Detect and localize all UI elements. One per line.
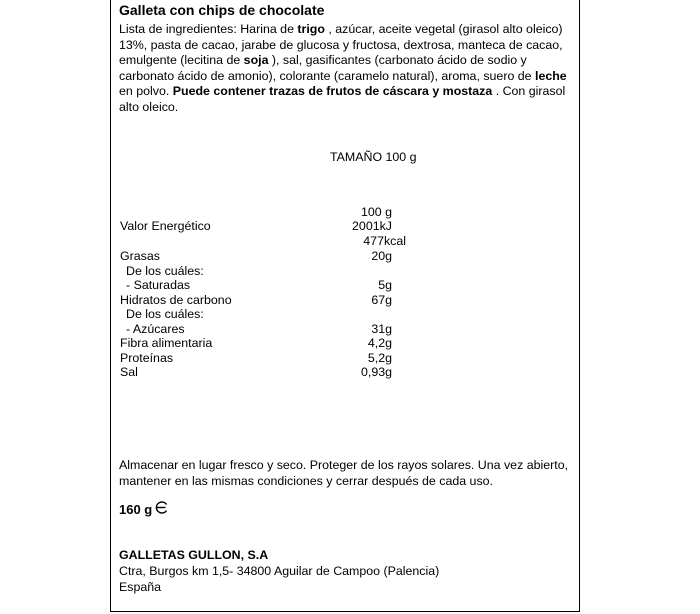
net-weight: [119, 501, 168, 517]
allergen-text: trigo: [297, 22, 325, 36]
column-header: 100 g: [360, 205, 392, 219]
net-weight-value: 160 g: [119, 501, 153, 517]
nutrient-value: 4,2g: [367, 336, 392, 350]
ingredient-text: en polvo.: [119, 84, 173, 99]
nutrient-label: Grasas: [120, 249, 160, 263]
ingredient-text: , azúcar, aceite vegetal (girasol alto oleico) 13%, pasta de cacao, jarabe de glucosa y fructosa, dextrosa, manteca de cacao, emulgente (lecitina de: [119, 22, 563, 68]
allergen-text: Puede contener trazas de frutos de cáscara y mostaza: [172, 84, 493, 99]
allergen-text: leche: [535, 68, 567, 83]
nutrient-value: 31g: [371, 321, 392, 336]
nutrient-label: De los cuáles:: [126, 307, 204, 321]
energy-label: Valor Energético: [120, 219, 211, 233]
nutrient-label: Sal: [120, 365, 138, 379]
nutrient-value: 20g: [371, 249, 392, 263]
energy-kj: 2001kJ: [352, 219, 392, 233]
energy-kcal: 477kcal: [363, 234, 406, 248]
allergen-text: soja: [243, 53, 269, 68]
nutrient-value: 5,2g: [367, 350, 392, 365]
nutrient-value: 67g: [371, 292, 392, 307]
nutrient-label: Proteínas: [120, 350, 174, 365]
manufacturer-address: [119, 564, 439, 595]
ingredient-text: Lista de ingredientes: Harina de: [119, 22, 298, 36]
ingredient-text: . Con girasol alto oleico.: [119, 84, 566, 114]
nutrient-label: Hidratos de carbono: [120, 292, 232, 307]
ingredients-list: [119, 22, 574, 116]
product-title: Galleta con chips de chocolate: [119, 2, 325, 18]
nutrient-label: De los cuáles:: [126, 263, 204, 278]
ingredient-text: ), sal, gasificantes (carbonato ácido de sodio y carbonato ácido de amonio), colorante (caramelo natural), aroma, suero de: [119, 53, 535, 83]
manufacturer-name: GALLETAS GULLON, S.A: [119, 548, 269, 562]
nutrient-label: Fibra alimentaria: [120, 336, 213, 350]
nutrient-value: 0,93g: [360, 365, 392, 379]
serving-size-label: TAMAÑO 100 g: [330, 150, 417, 164]
estimated-sign-icon: [154, 501, 168, 517]
storage-instructions: Almacenar en lugar fresco y seco. Proteger de los rayos solares. Una vez abierto, mantener en las mismas condiciones y cerrar después de cada uso.: [119, 458, 569, 488]
nutrient-value: 5g: [378, 278, 392, 292]
nutrient-label: - Azúcares: [126, 321, 185, 336]
nutrient-label: - Saturadas: [126, 278, 191, 292]
address-line: Ctra, Burgos km 1,5- 34800 Aguilar de Campoo (Palencia): [119, 564, 440, 578]
address-country: España: [119, 579, 162, 594]
